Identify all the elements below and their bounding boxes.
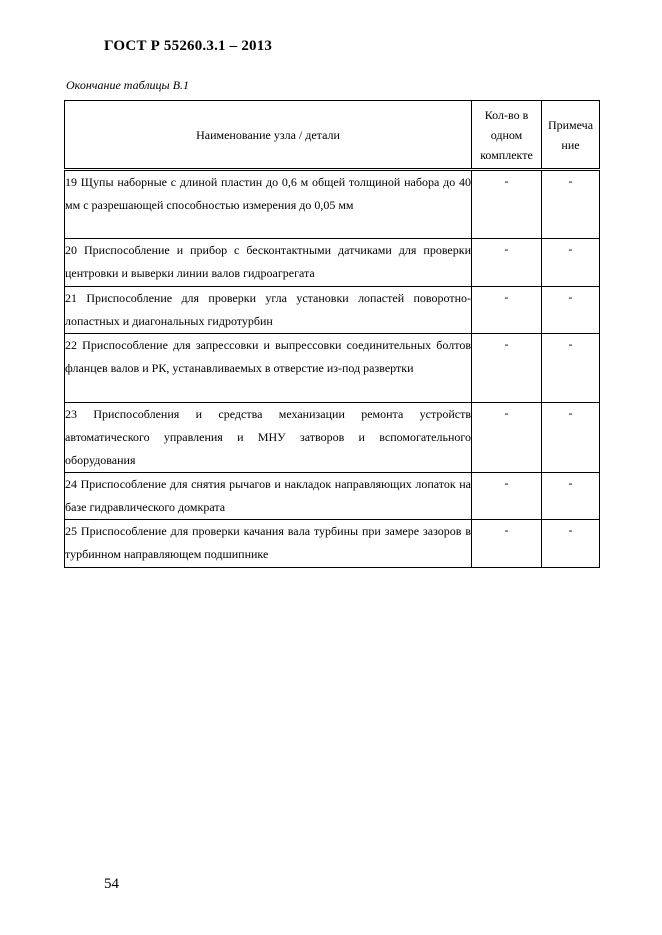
row-note-cell: - <box>542 239 600 287</box>
table-caption: Окончание таблицы В.1 <box>66 78 190 92</box>
row-name-cell: 21 Приспособление для проверки угла установки лопастей поворотно-лопастных и диагональных гидротурбин <box>65 287 472 334</box>
row-note-cell: - <box>542 170 600 239</box>
table-row <box>65 287 600 334</box>
row-quantity-cell: - <box>472 403 542 473</box>
row-note-cell: - <box>542 473 600 520</box>
row-note-cell: - <box>542 520 600 568</box>
row-name-cell: 22 Приспособление для запрессовки и выпрессовки соединительных болтов фланцев валов и РК, устанавливаемых в отверстие из-под развертки <box>65 334 472 403</box>
column-header-note: Примеча ние <box>542 101 600 170</box>
row-note-cell: - <box>542 334 600 403</box>
row-note-cell: - <box>542 287 600 334</box>
row-quantity-cell: - <box>472 520 542 568</box>
page-number: 54 <box>104 876 119 892</box>
table-header <box>65 101 600 170</box>
parts-table <box>64 100 600 568</box>
row-note-cell: - <box>542 403 600 473</box>
table-row <box>65 473 600 520</box>
row-name-cell: 24 Приспособление для снятия рычагов и накладок направляющих лопаток на базе гидравлического домкрата <box>65 473 472 520</box>
row-name-cell: 23 Приспособления и средства механизации ремонта устройств автоматического управления и МНУ затворов и вспомогательного оборудования <box>65 403 472 473</box>
table-row <box>65 520 600 568</box>
table-row <box>65 170 600 239</box>
row-quantity-cell: - <box>472 239 542 287</box>
row-name-cell: 19 Щупы наборные с длиной пластин до 0,6 м общей толщиной набора до 40 мм с разрешающей способностью измерения до 0,05 мм <box>65 170 472 239</box>
row-name-cell: 25 Приспособление для проверки качания вала турбины при замере зазоров в турбинном направляющем подшипнике <box>65 520 472 568</box>
table-row <box>65 239 600 287</box>
column-header-name: Наименование узла / детали <box>65 101 472 170</box>
table-header-row <box>65 101 600 170</box>
document-code-header: ГОСТ Р 55260.3.1 – 2013 <box>104 38 273 54</box>
table-row <box>65 334 600 403</box>
row-name-cell: 20 Приспособление и прибор с бесконтактными датчиками для проверки центровки и выверки линии валов гидроагрегата <box>65 239 472 287</box>
table-body <box>65 170 600 568</box>
row-quantity-cell: - <box>472 287 542 334</box>
row-quantity-cell: - <box>472 473 542 520</box>
row-quantity-cell: - <box>472 334 542 403</box>
row-quantity-cell: - <box>472 170 542 239</box>
table-row <box>65 403 600 473</box>
column-header-quantity: Кол-во в одном комплекте <box>472 101 542 170</box>
